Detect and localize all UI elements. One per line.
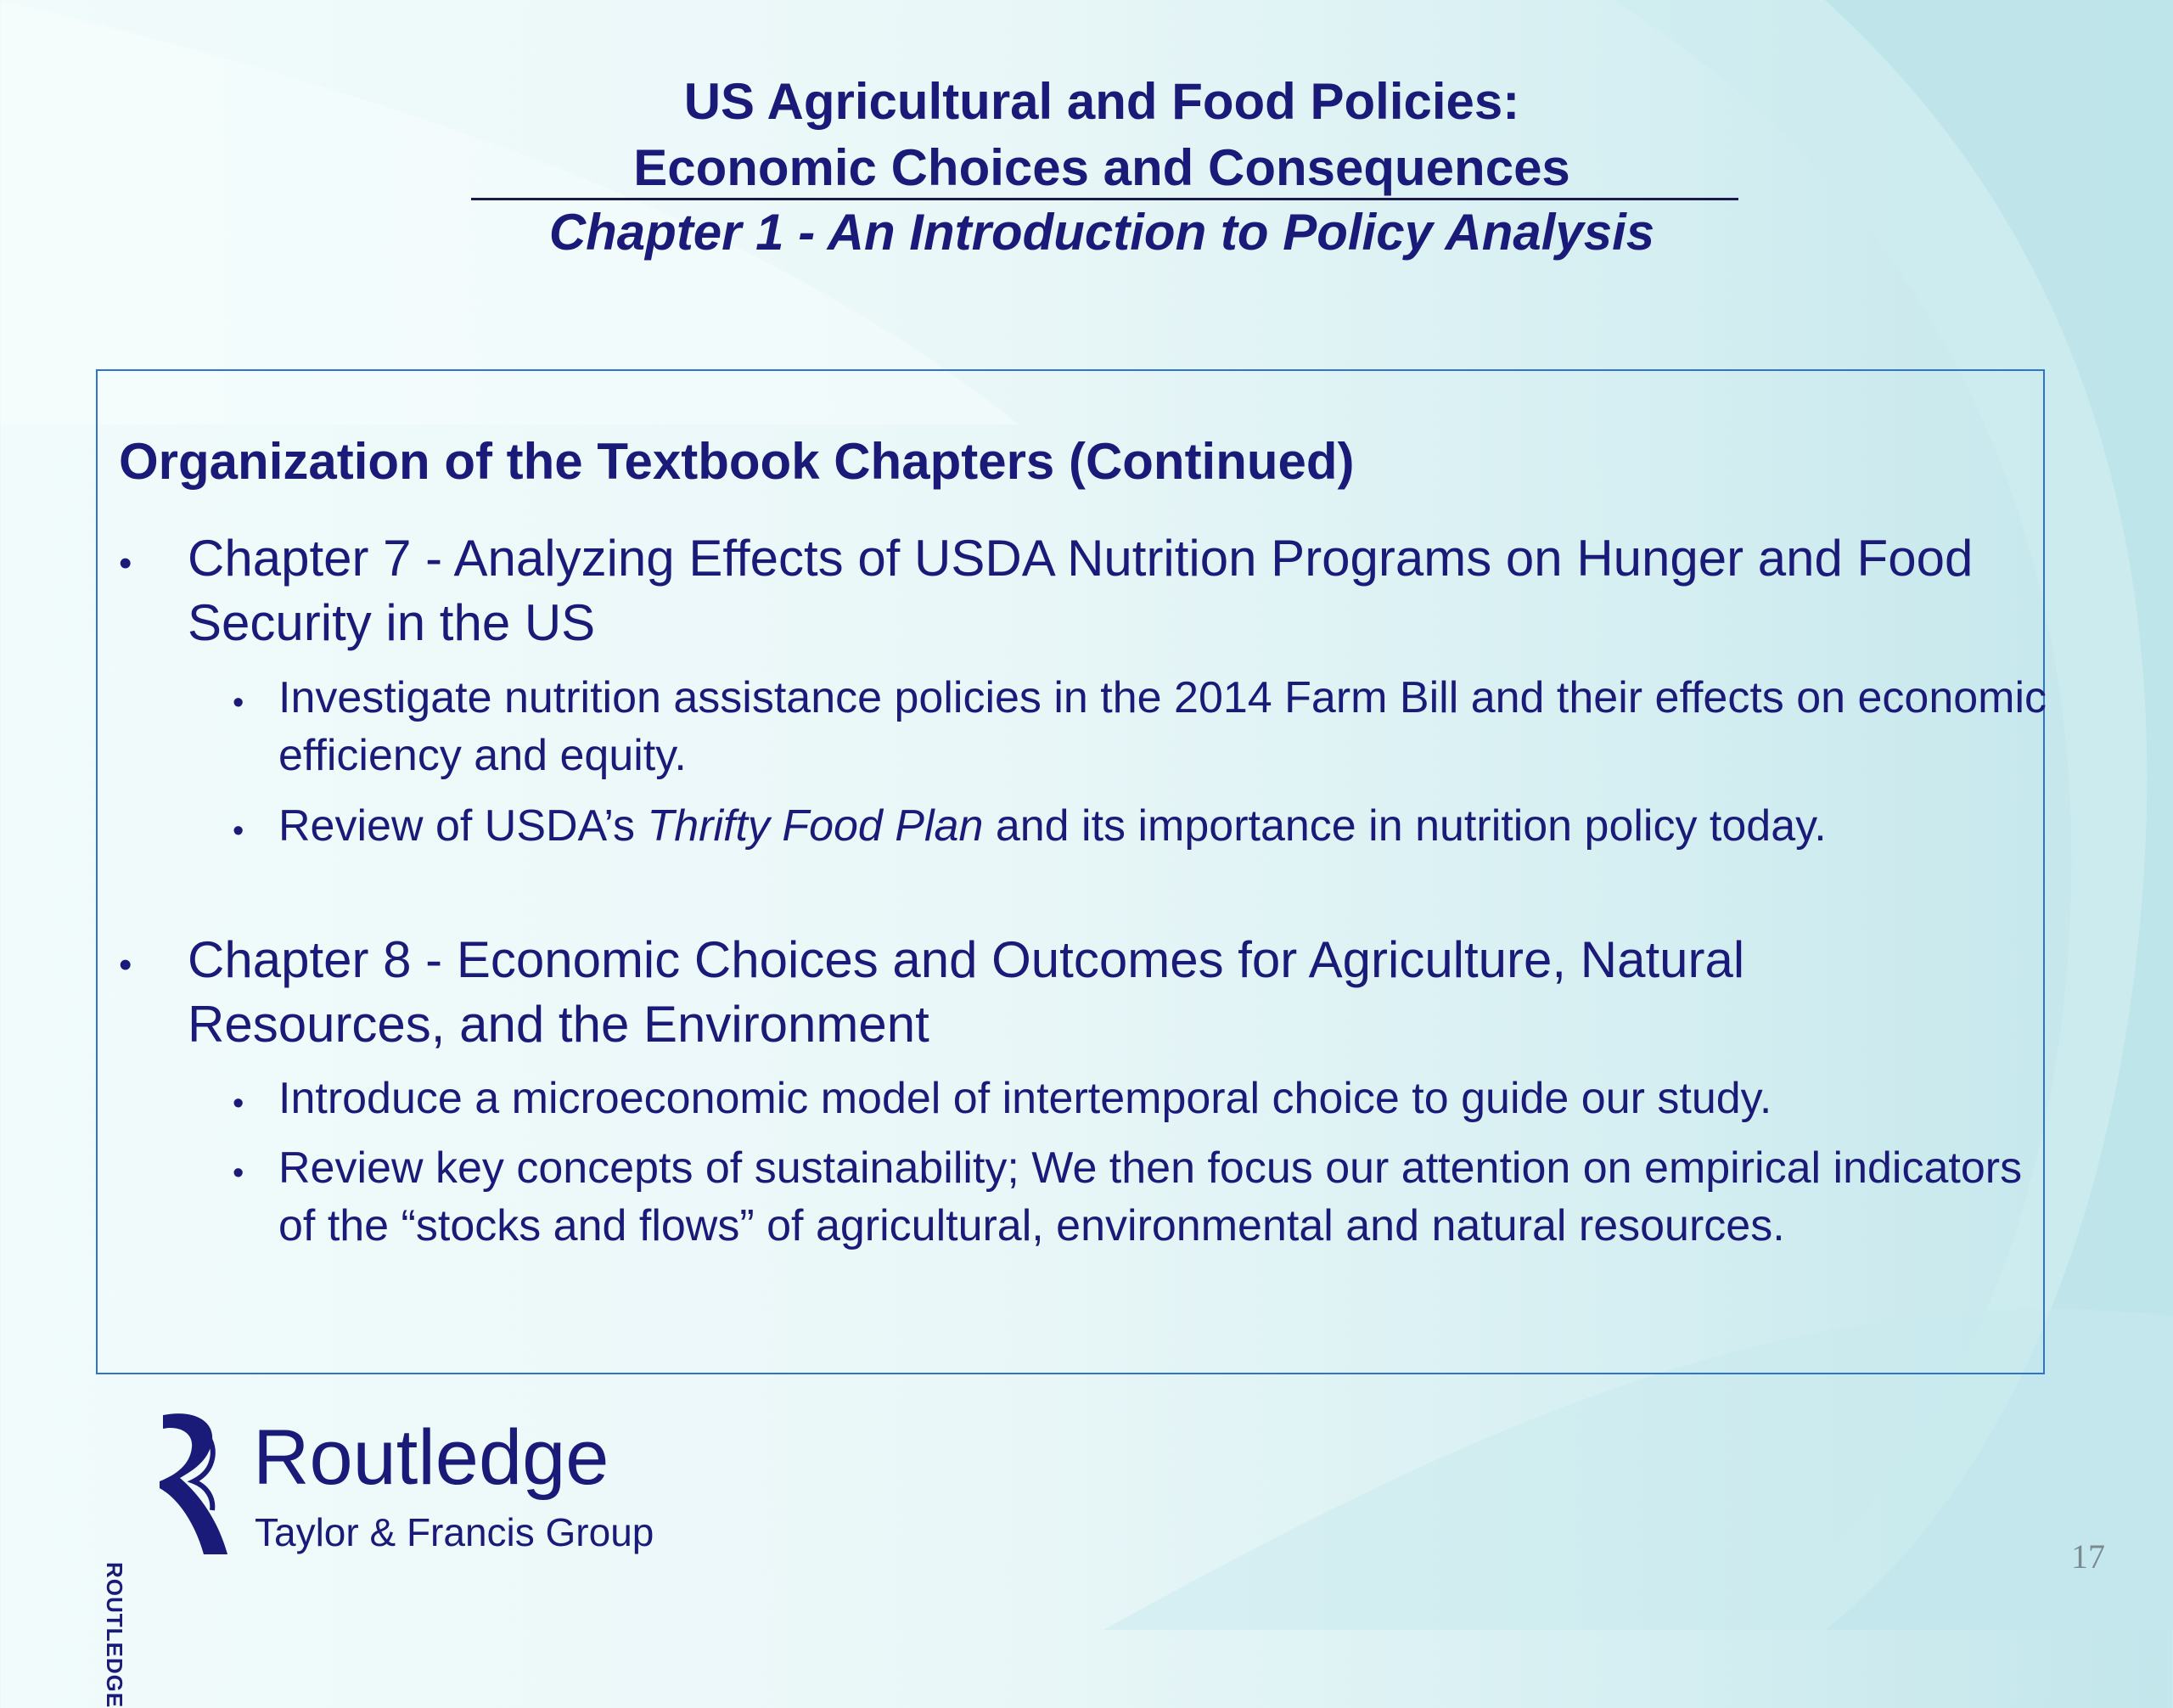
text-post: and its importance in nutrition policy today. xyxy=(983,801,1827,851)
bullet-icon: • xyxy=(119,944,132,986)
bullet-text: Chapter 7 - Analyzing Effects of USDA Nutrition Programs on Hunger and Food Security in the US xyxy=(188,530,1974,651)
bullet-icon: • xyxy=(233,813,244,849)
sub-bullet-text: Investigate nutrition assistance policies in the 2014 Farm Bill and their effects on economic efficiency and equity. xyxy=(278,673,2047,780)
text-pre: Review of USDA’s xyxy=(278,801,648,851)
thrifty-food-plan: Thrifty Food Plan xyxy=(647,801,984,851)
page-number: 17 xyxy=(2071,1537,2105,1576)
bullet-icon: • xyxy=(119,542,132,584)
bullet-icon: • xyxy=(233,1086,244,1121)
logo-tagline: Taylor & Francis Group xyxy=(255,1510,654,1554)
sub-bullet-text xyxy=(278,797,2049,855)
logo-vertical-text: ROUTLEDGE xyxy=(102,1562,127,1708)
title-line-2: Economic Choices and Consequences xyxy=(633,139,1570,196)
section-heading: Organization of the Textbook Chapters (Continued) xyxy=(119,433,1355,490)
sub-bullet-text: Introduce a microeconomic model of intertemporal choice to guide our study. xyxy=(278,1074,1772,1123)
bullet-icon: • xyxy=(233,1155,244,1191)
title-line-1: US Agricultural and Food Policies: xyxy=(683,73,1520,130)
bullet-text: Chapter 8 - Economic Choices and Outcomes for Agriculture, Natural Resources, and the Environment xyxy=(188,931,1745,1053)
title-divider xyxy=(471,198,1738,200)
sub-bullet-text: Review key concepts of sustainability; We then focus our attention on empirical indicators of the “stocks and flows” of agricultural, environmental and natural resources. xyxy=(278,1143,2023,1250)
logo-brand: Routledge xyxy=(253,1414,609,1501)
chapter-subtitle: Chapter 1 - An Introduction to Policy Analysis xyxy=(548,204,1655,261)
bullet-icon: • xyxy=(233,685,244,721)
